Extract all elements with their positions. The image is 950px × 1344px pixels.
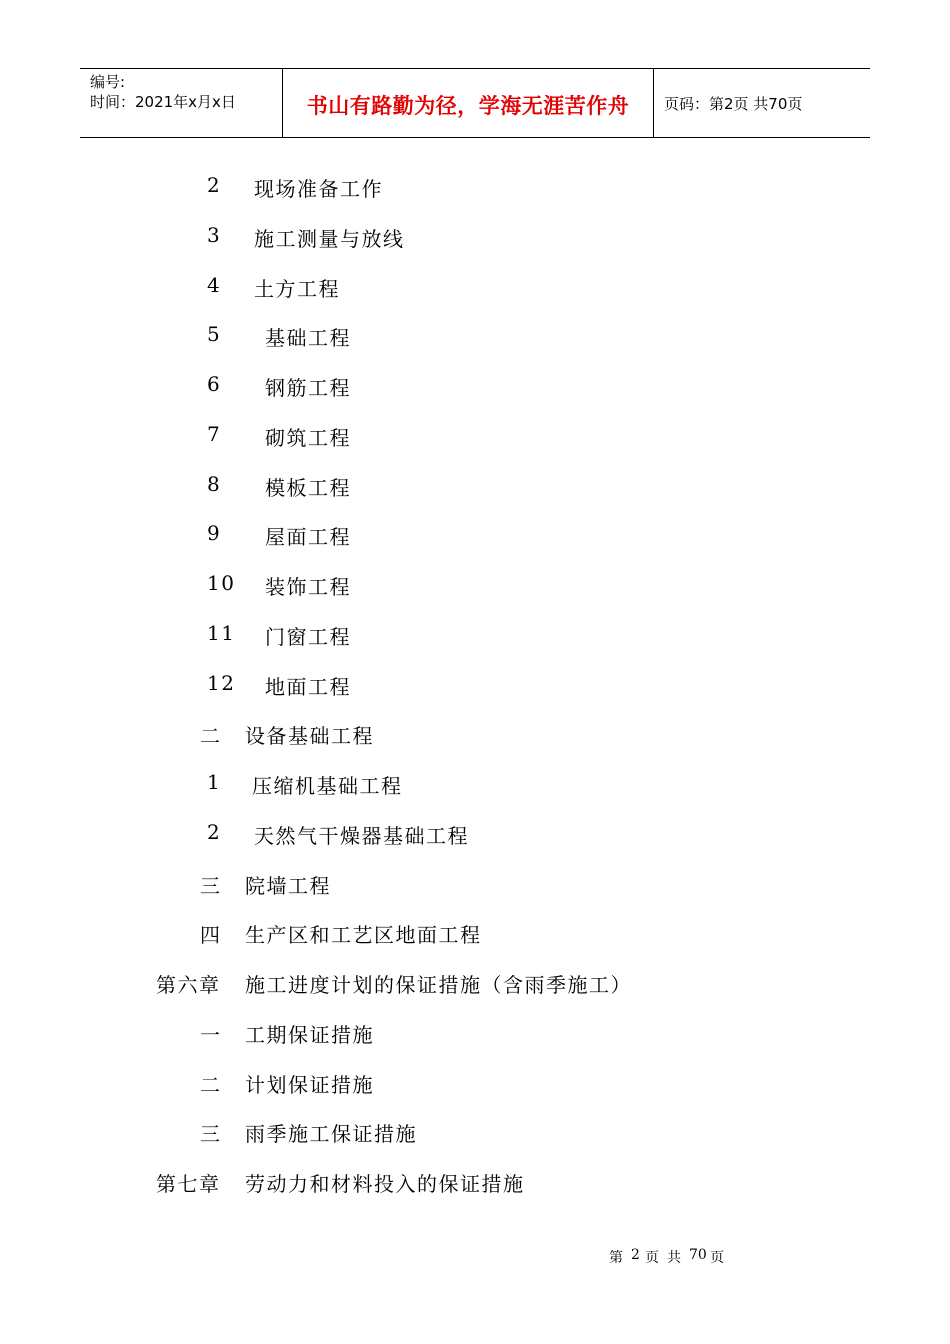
toc-entry-number: 2 bbox=[207, 820, 222, 844]
header-motto: 书山有路勤为径，学海无涯苦作舟 bbox=[306, 94, 630, 118]
toc-entry-number: 7 bbox=[207, 422, 222, 446]
toc-entry-text: 装饰工程 bbox=[265, 575, 351, 599]
toc-entry-number: 四 bbox=[200, 923, 222, 947]
toc-entry-number: 1 bbox=[207, 770, 222, 794]
toc-entry-text: 生产区和工艺区地面工程 bbox=[245, 923, 482, 947]
document-id-label: 编号: bbox=[90, 73, 126, 91]
toc-entry-number: 三 bbox=[200, 874, 222, 898]
page-header bbox=[80, 68, 870, 138]
footer-di: 第 bbox=[609, 1250, 623, 1266]
toc-entry-number: 5 bbox=[207, 322, 222, 346]
footer-page-number: 2 bbox=[631, 1247, 640, 1263]
footer-ye-end: 页 bbox=[710, 1250, 724, 1266]
toc-chapter-title: 施工进度计划的保证措施（含雨季施工） bbox=[245, 973, 632, 997]
toc-entry-text: 土方工程 bbox=[254, 277, 340, 301]
toc-entry-number: 三 bbox=[200, 1122, 222, 1146]
document-time-label: 时间：2021年x月x日 bbox=[90, 93, 236, 111]
footer-gong: 共 bbox=[667, 1250, 681, 1266]
toc-entry-number: 一 bbox=[200, 1023, 222, 1047]
toc-entry-text: 天然气干燥器基础工程 bbox=[254, 824, 469, 848]
footer-total-pages: 70 bbox=[689, 1247, 707, 1263]
footer-ye: 页 bbox=[645, 1250, 659, 1266]
toc-entry-number: 9 bbox=[207, 521, 222, 545]
toc-entry-text: 雨季施工保证措施 bbox=[245, 1122, 417, 1146]
toc-entry-number: 12 bbox=[207, 671, 236, 695]
toc-chapter-number: 第七章 bbox=[156, 1172, 221, 1196]
toc-entry-text: 计划保证措施 bbox=[245, 1073, 374, 1097]
toc-entry-number: 11 bbox=[207, 621, 236, 645]
toc-entry-text: 基础工程 bbox=[265, 326, 351, 350]
toc-chapter-number: 第六章 bbox=[156, 973, 221, 997]
toc-entry-number: 二 bbox=[200, 724, 222, 748]
toc-entry-text: 门窗工程 bbox=[265, 625, 351, 649]
header-page-label: 页码：第2页 共70页 bbox=[664, 95, 803, 113]
toc-entry-text: 模板工程 bbox=[265, 476, 351, 500]
header-left-cell bbox=[80, 69, 283, 137]
toc-entry-number: 3 bbox=[207, 223, 222, 247]
toc-entry-number: 4 bbox=[207, 273, 222, 297]
toc-entry-text: 钢筋工程 bbox=[265, 376, 351, 400]
toc-entry-text: 院墙工程 bbox=[245, 874, 331, 898]
toc-entry-number: 10 bbox=[207, 571, 236, 595]
toc-entry-text: 施工测量与放线 bbox=[254, 227, 405, 251]
toc-entry-text: 工期保证措施 bbox=[245, 1023, 374, 1047]
header-middle-cell bbox=[283, 69, 654, 137]
toc-entry-number: 二 bbox=[200, 1073, 222, 1097]
toc-chapter-title: 劳动力和材料投入的保证措施 bbox=[245, 1172, 525, 1196]
toc-entry-number: 2 bbox=[207, 173, 222, 197]
toc-entry-text: 压缩机基础工程 bbox=[252, 774, 403, 798]
toc-entry-text: 屋面工程 bbox=[265, 525, 351, 549]
toc-entry-number: 6 bbox=[207, 372, 222, 396]
toc-entry-text: 设备基础工程 bbox=[245, 724, 374, 748]
toc-entry-text: 地面工程 bbox=[265, 675, 351, 699]
toc-entry-number: 8 bbox=[207, 472, 222, 496]
header-right-cell bbox=[654, 69, 870, 137]
toc-entry-text: 砌筑工程 bbox=[265, 426, 351, 450]
toc-entry-text: 现场准备工作 bbox=[254, 177, 383, 201]
